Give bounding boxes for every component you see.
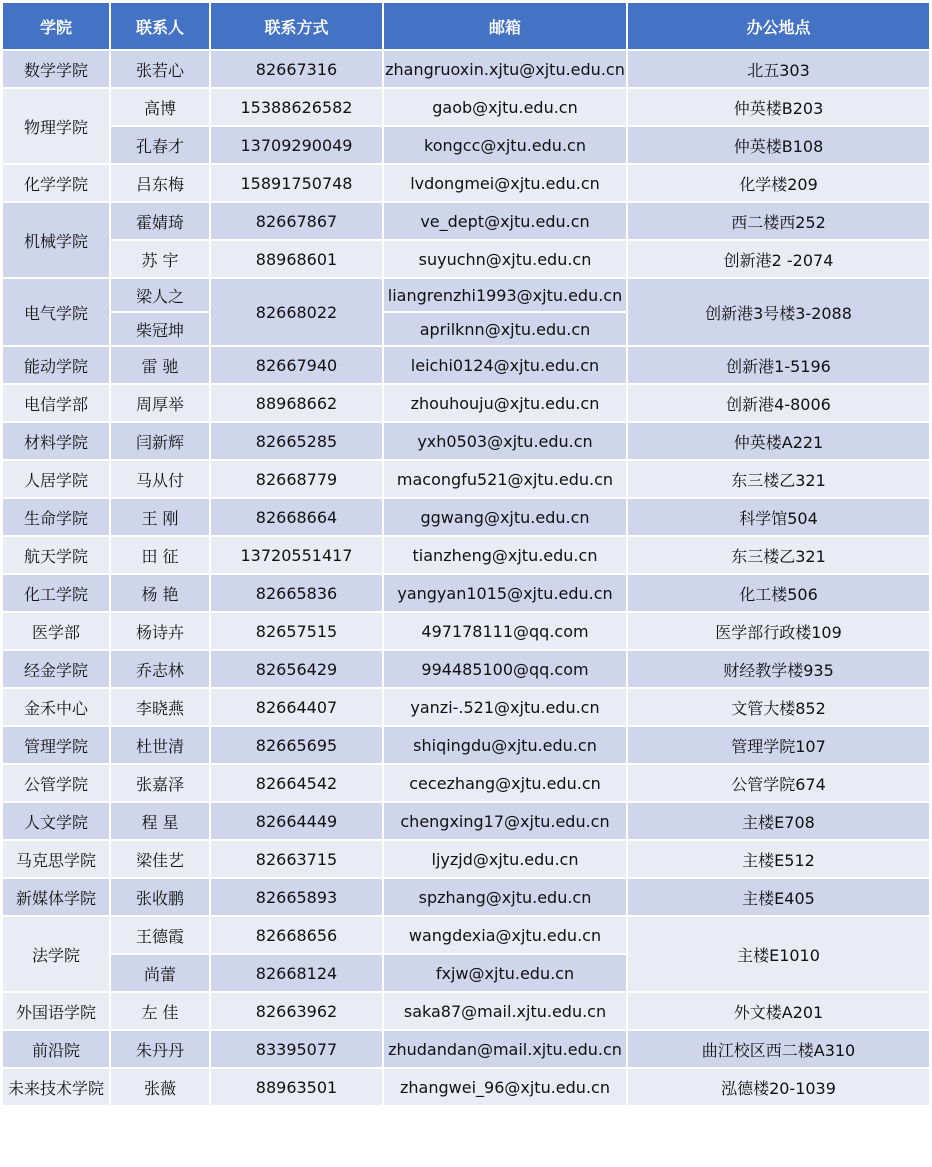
email-cell: liangrenzhi1993@xjtu.edu.cn <box>383 278 627 312</box>
email-cell: zhangruoxin.xjtu@xjtu.edu.cn <box>383 50 627 88</box>
college-contacts-table <box>1 1 931 1107</box>
contact-cell: 苏 宇 <box>110 240 210 278</box>
email-cell: fxjw@xjtu.edu.cn <box>383 954 627 992</box>
table-row <box>2 422 930 460</box>
phone-cell: 88968662 <box>210 384 383 422</box>
office-cell: 财经教学楼935 <box>627 650 930 688</box>
college-cell: 外国语学院 <box>2 992 110 1030</box>
phone-cell: 82665285 <box>210 422 383 460</box>
college-cell: 数学学院 <box>2 50 110 88</box>
office-cell: 东三楼乙321 <box>627 536 930 574</box>
college-cell: 机械学院 <box>2 202 110 278</box>
college-cell: 公管学院 <box>2 764 110 802</box>
college-cell: 新媒体学院 <box>2 878 110 916</box>
email-cell: macongfu521@xjtu.edu.cn <box>383 460 627 498</box>
phone-cell: 82664407 <box>210 688 383 726</box>
contact-cell: 孔春才 <box>110 126 210 164</box>
email-cell: zhangwei_96@xjtu.edu.cn <box>383 1068 627 1106</box>
phone-cell: 15891750748 <box>210 164 383 202</box>
office-cell: 管理学院107 <box>627 726 930 764</box>
table-row <box>2 574 930 612</box>
contact-cell: 左 佳 <box>110 992 210 1030</box>
college-cell: 法学院 <box>2 916 110 992</box>
office-cell: 化工楼506 <box>627 574 930 612</box>
office-cell: 主楼E708 <box>627 802 930 840</box>
table-row <box>2 126 930 164</box>
contact-cell: 田 征 <box>110 536 210 574</box>
email-cell: yangyan1015@xjtu.edu.cn <box>383 574 627 612</box>
header-email: 邮箱 <box>383 2 627 50</box>
phone-cell: 13720551417 <box>210 536 383 574</box>
office-cell: 创新港2 -2074 <box>627 240 930 278</box>
header-row <box>2 2 930 50</box>
contact-cell: 雷 驰 <box>110 346 210 384</box>
college-cell: 人居学院 <box>2 460 110 498</box>
college-cell: 航天学院 <box>2 536 110 574</box>
contact-cell: 杨诗卉 <box>110 612 210 650</box>
table-row <box>2 278 930 312</box>
office-cell: 主楼E512 <box>627 840 930 878</box>
phone-cell: 82668124 <box>210 954 383 992</box>
phone-cell: 82656429 <box>210 650 383 688</box>
email-cell: zhouhouju@xjtu.edu.cn <box>383 384 627 422</box>
contact-cell: 霍婧琦 <box>110 202 210 240</box>
phone-cell: 82668664 <box>210 498 383 536</box>
contact-cell: 吕东梅 <box>110 164 210 202</box>
email-cell: shiqingdu@xjtu.edu.cn <box>383 726 627 764</box>
office-cell: 创新港1-5196 <box>627 346 930 384</box>
office-cell: 创新港4-8006 <box>627 384 930 422</box>
college-cell: 物理学院 <box>2 88 110 164</box>
phone-cell: 82665836 <box>210 574 383 612</box>
college-cell: 未来技术学院 <box>2 1068 110 1106</box>
phone-cell: 82663962 <box>210 992 383 1030</box>
table-row <box>2 840 930 878</box>
phone-cell: 82667316 <box>210 50 383 88</box>
email-cell: ljyzjd@xjtu.edu.cn <box>383 840 627 878</box>
office-cell: 曲江校区西二楼A310 <box>627 1030 930 1068</box>
college-cell: 生命学院 <box>2 498 110 536</box>
table-row <box>2 384 930 422</box>
table-row <box>2 650 930 688</box>
phone-cell: 15388626582 <box>210 88 383 126</box>
phone-cell: 83395077 <box>210 1030 383 1068</box>
contact-cell: 张收鹏 <box>110 878 210 916</box>
college-cell: 经金学院 <box>2 650 110 688</box>
email-cell: lvdongmei@xjtu.edu.cn <box>383 164 627 202</box>
table-row <box>2 164 930 202</box>
phone-cell: 82663715 <box>210 840 383 878</box>
table-row <box>2 346 930 384</box>
college-cell: 管理学院 <box>2 726 110 764</box>
table-row <box>2 50 930 88</box>
phone-cell: 82665695 <box>210 726 383 764</box>
email-cell: ve_dept@xjtu.edu.cn <box>383 202 627 240</box>
office-cell: 泓德楼20-1039 <box>627 1068 930 1106</box>
header-office: 办公地点 <box>627 2 930 50</box>
contact-cell: 程 星 <box>110 802 210 840</box>
email-cell: saka87@mail.xjtu.edu.cn <box>383 992 627 1030</box>
contact-cell: 杜世清 <box>110 726 210 764</box>
contact-cell: 尚蕾 <box>110 954 210 992</box>
office-cell: 创新港3号楼3-2088 <box>627 278 930 346</box>
phone-cell: 82668779 <box>210 460 383 498</box>
table-row <box>2 460 930 498</box>
header-contact: 联系人 <box>110 2 210 50</box>
college-cell: 化学学院 <box>2 164 110 202</box>
phone-cell: 88963501 <box>210 1068 383 1106</box>
college-cell: 人文学院 <box>2 802 110 840</box>
table-row <box>2 240 930 278</box>
email-cell: aprilknn@xjtu.edu.cn <box>383 312 627 346</box>
college-cell: 前沿院 <box>2 1030 110 1068</box>
contact-cell: 朱丹丹 <box>110 1030 210 1068</box>
table-row <box>2 916 930 954</box>
contact-cell: 周厚举 <box>110 384 210 422</box>
contact-cell: 闫新辉 <box>110 422 210 460</box>
office-cell: 北五303 <box>627 50 930 88</box>
table-row <box>2 802 930 840</box>
contact-cell: 李晓燕 <box>110 688 210 726</box>
table-row <box>2 1030 930 1068</box>
office-cell: 外文楼A201 <box>627 992 930 1030</box>
contact-cell: 柴冠坤 <box>110 312 210 346</box>
phone-cell: 82667867 <box>210 202 383 240</box>
email-cell: cecezhang@xjtu.edu.cn <box>383 764 627 802</box>
phone-cell: 82657515 <box>210 612 383 650</box>
college-cell: 化工学院 <box>2 574 110 612</box>
contact-cell: 杨 艳 <box>110 574 210 612</box>
college-cell: 材料学院 <box>2 422 110 460</box>
office-cell: 西二楼西252 <box>627 202 930 240</box>
table-row <box>2 878 930 916</box>
office-cell: 仲英楼A221 <box>627 422 930 460</box>
contact-cell: 张嘉泽 <box>110 764 210 802</box>
office-cell: 文管大楼852 <box>627 688 930 726</box>
email-cell: yanzi-.521@xjtu.edu.cn <box>383 688 627 726</box>
header-phone: 联系方式 <box>210 2 383 50</box>
contact-cell: 马从付 <box>110 460 210 498</box>
table-row <box>2 764 930 802</box>
table-row <box>2 688 930 726</box>
email-cell: ggwang@xjtu.edu.cn <box>383 498 627 536</box>
email-cell: leichi0124@xjtu.edu.cn <box>383 346 627 384</box>
college-cell: 能动学院 <box>2 346 110 384</box>
phone-cell: 13709290049 <box>210 126 383 164</box>
table-row <box>2 612 930 650</box>
college-cell: 电气学院 <box>2 278 110 346</box>
office-cell: 化学楼209 <box>627 164 930 202</box>
email-cell: yxh0503@xjtu.edu.cn <box>383 422 627 460</box>
email-cell: spzhang@xjtu.edu.cn <box>383 878 627 916</box>
phone-cell: 82664449 <box>210 802 383 840</box>
office-cell: 仲英楼B108 <box>627 126 930 164</box>
contact-cell: 张若心 <box>110 50 210 88</box>
table-row <box>2 498 930 536</box>
contact-cell: 乔志林 <box>110 650 210 688</box>
email-cell: gaob@xjtu.edu.cn <box>383 88 627 126</box>
table-row <box>2 88 930 126</box>
email-cell: kongcc@xjtu.edu.cn <box>383 126 627 164</box>
contact-cell: 王 刚 <box>110 498 210 536</box>
header-college: 学院 <box>2 2 110 50</box>
office-cell: 医学部行政楼109 <box>627 612 930 650</box>
office-cell: 东三楼乙321 <box>627 460 930 498</box>
contact-cell: 梁人之 <box>110 278 210 312</box>
phone-cell: 88968601 <box>210 240 383 278</box>
email-cell: wangdexia@xjtu.edu.cn <box>383 916 627 954</box>
contact-cell: 王德霞 <box>110 916 210 954</box>
email-cell: 994485100@qq.com <box>383 650 627 688</box>
college-cell: 马克思学院 <box>2 840 110 878</box>
email-cell: chengxing17@xjtu.edu.cn <box>383 802 627 840</box>
office-cell: 仲英楼B203 <box>627 88 930 126</box>
phone-cell: 82668656 <box>210 916 383 954</box>
college-cell: 医学部 <box>2 612 110 650</box>
table-row <box>2 726 930 764</box>
office-cell: 公管学院674 <box>627 764 930 802</box>
email-cell: 497178111@qq.com <box>383 612 627 650</box>
contact-cell: 梁佳艺 <box>110 840 210 878</box>
table-row <box>2 536 930 574</box>
phone-cell: 82667940 <box>210 346 383 384</box>
table-row <box>2 202 930 240</box>
table-row <box>2 992 930 1030</box>
email-cell: zhudandan@mail.xjtu.edu.cn <box>383 1030 627 1068</box>
college-cell: 金禾中心 <box>2 688 110 726</box>
email-cell: suyuchn@xjtu.edu.cn <box>383 240 627 278</box>
phone-cell: 82668022 <box>210 278 383 346</box>
office-cell: 主楼E1010 <box>627 916 930 992</box>
contact-cell: 张薇 <box>110 1068 210 1106</box>
table-row <box>2 1068 930 1106</box>
phone-cell: 82664542 <box>210 764 383 802</box>
phone-cell: 82665893 <box>210 878 383 916</box>
office-cell: 科学馆504 <box>627 498 930 536</box>
contact-cell: 高博 <box>110 88 210 126</box>
email-cell: tianzheng@xjtu.edu.cn <box>383 536 627 574</box>
college-cell: 电信学部 <box>2 384 110 422</box>
office-cell: 主楼E405 <box>627 878 930 916</box>
